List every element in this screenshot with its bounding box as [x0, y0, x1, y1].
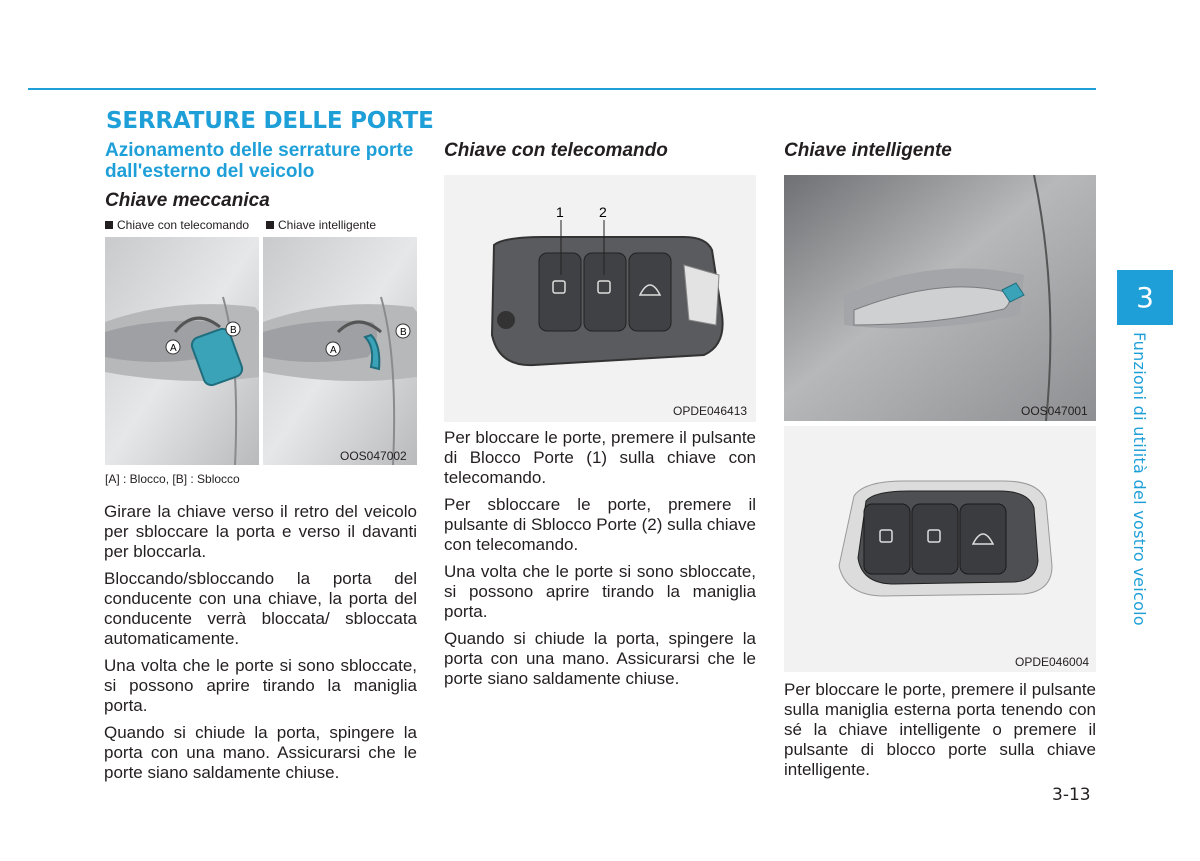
section-title: SERRATURE DELLE PORTE [106, 108, 434, 134]
column3-body [784, 680, 1096, 787]
column1-body [104, 502, 417, 790]
column2-body [444, 428, 756, 696]
figure-code-3: OOS047001 [1021, 404, 1088, 418]
smart-door-handle-image [784, 175, 1096, 421]
heading-smart-key: Chiave intelligente [784, 140, 952, 161]
paragraph: Bloccando/sbloccando la porta del conducente con una chiave, la porta del conducente verrà bloccata/ sbloccata automaticamente. [104, 569, 417, 648]
marker-a: A [330, 345, 337, 356]
page-number: 3-13 [1052, 785, 1091, 805]
heading-remote-key: Chiave con telecomando [444, 140, 668, 161]
paragraph: Girare la chiave verso il retro del veicolo per sbloccare la porta e verso il davanti per bloccarla. [104, 502, 417, 561]
heading-mechanical-key: Chiave meccanica [105, 190, 270, 211]
paragraph: Per sbloccare le porte, premere il pulsante di Sblocco Porte (2) sulla chiave con telecomando. [444, 495, 756, 554]
marker-b: B [400, 327, 407, 338]
marker-b: B [230, 325, 237, 336]
marker-a: A [170, 343, 177, 354]
subheading-exterior-locks: Azionamento delle serrature porte dall'esterno del veicolo [105, 140, 414, 182]
figure-code-2: OPDE046413 [673, 404, 748, 418]
paragraph: Una volta che le porte si sono sbloccate, si possono aprire tirando la maniglia porta. [104, 656, 417, 715]
paragraph: Per bloccare le porte, premere il pulsante sulla maniglia esterna porta tenendo con sé la chiave intelligente o premere il pulsante di blocco porte sulla chiave intelligente. [784, 680, 1096, 779]
paragraph: Per bloccare le porte, premere il pulsante di Blocco Porte (1) sulla chiave con telecomando. [444, 428, 756, 487]
figure-label-remote: Chiave con telecomando [105, 218, 249, 232]
paragraph: Una volta che le porte si sono sbloccate, si possono aprire tirando la maniglia porta. [444, 562, 756, 621]
chapter-title: Funzioni di utilità del vostro veicolo [1130, 332, 1149, 626]
remote-key-image [444, 175, 756, 422]
figure-code-1: OOS047002 [340, 449, 407, 463]
chapter-number-tab: 3 [1117, 270, 1173, 325]
paragraph: Quando si chiude la porta, spingere la porta con una mano. Assicurarsi che le porte siano saldamente chiuse. [444, 629, 756, 688]
square-bullet-icon [266, 221, 274, 229]
smart-key-image [784, 426, 1096, 672]
figure-label-smart: Chiave intelligente [266, 218, 376, 232]
door-handle-key-image-remote [105, 237, 259, 465]
header-rule [28, 88, 1096, 90]
figure-code-4: OPDE046004 [1015, 655, 1090, 669]
callout-1: 1 [556, 204, 564, 220]
figure-caption-1: [A] : Blocco, [B] : Sblocco [105, 472, 240, 486]
callout-2: 2 [599, 204, 607, 220]
paragraph: Quando si chiude la porta, spingere la porta con una mano. Assicurarsi che le porte siano saldamente chiuse. [104, 723, 417, 782]
square-bullet-icon [105, 221, 113, 229]
door-handle-key-image-smart [263, 237, 417, 465]
